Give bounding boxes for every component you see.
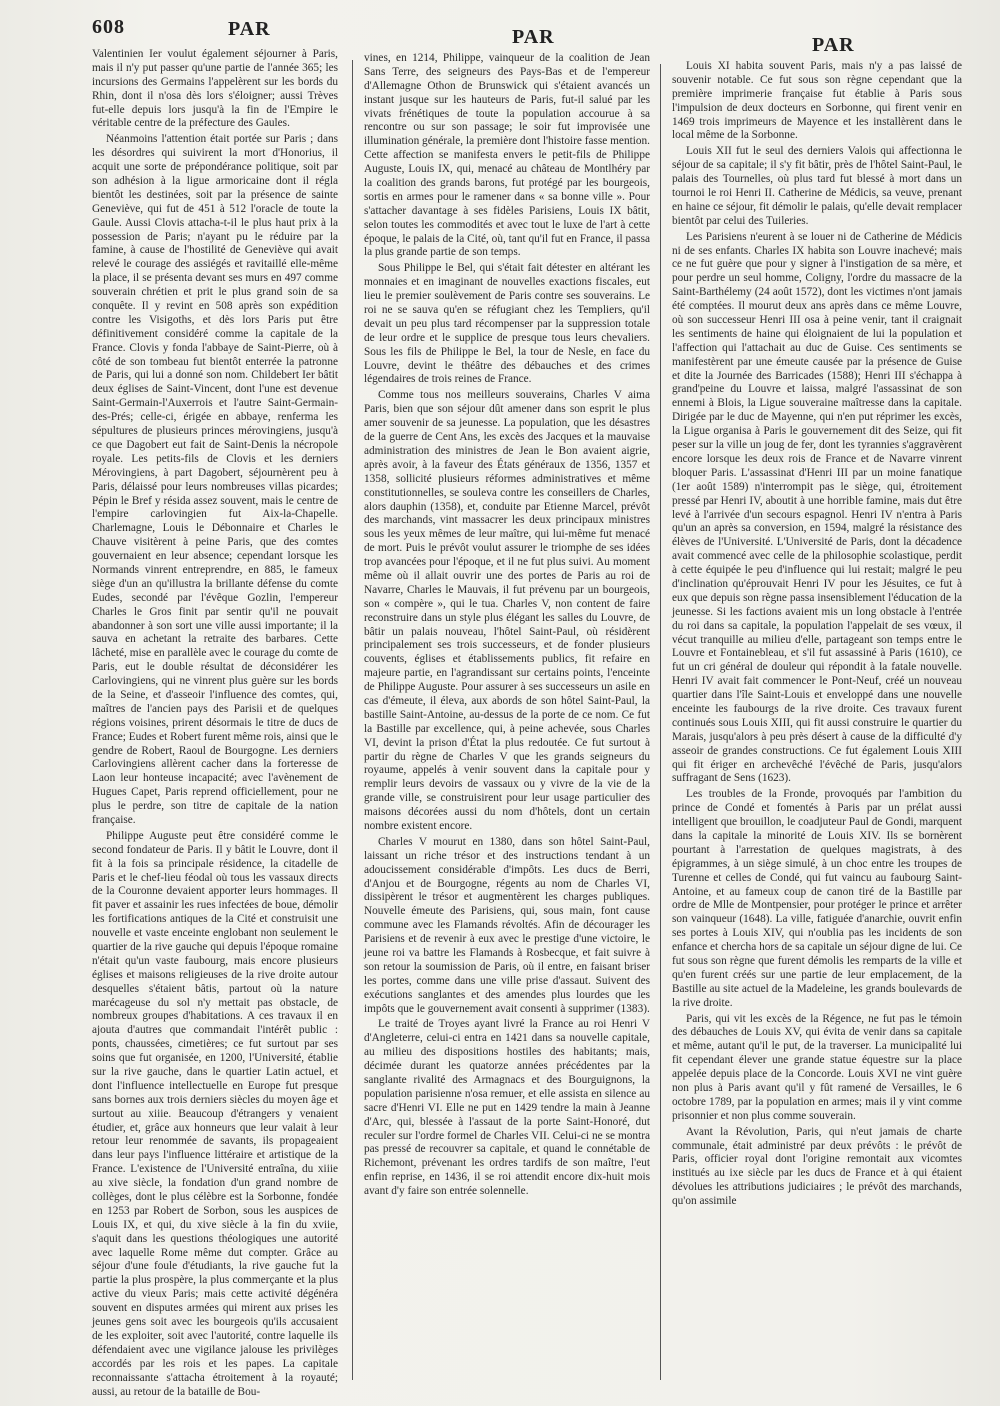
paragraph: Louis XI habita souvent Paris, mais n'y a pas laissé de souvenir notable. Ce fut sous son règne cependant que la première imprimerie française fut établie à Paris sous l'impulsion de deux docteurs en Sorbonne, qui firent venir en 1469 trois imprimeurs de Mayence et les installèrent dans le local même de la Sorbonne. [672,60,962,142]
paragraph: Néanmoins l'attention était portée sur Paris ; dans les désordres qui suivirent la mort d'Honorius, il acquit une sorte de prépondérance politique, soit par son adhésion à la ligue armoricaine dont il régla bientôt les destinées, soit par la présence de sainte Geneviève, qui fut de 451 à 512 l'oracle de toute la Gaule. Aussi Clovis attacha-t-il le plus haut prix à la possession de Paris; n'ayant pu le réduire par la famine, à cause de l'hostilité de Geneviève qui avait relevé le courage des assiégés et ravitaillé elle-même la place, il se présenta devant ses murs en 497 comme souverain chrétien et prit le plus grand soin de sa conquête. Il y revint en 508 après son expédition contre les Visigoths, et dès lors Paris put être définitivement considéré comme la capitale de la France. Clovis y fonda l'abbaye de Saint-Pierre, où à côté de son tombeau fut bientôt enterrée la patronne de Paris, qui lui a donné son nom. Childebert Ier bâtit deux églises de Saint-Vincent, dont l'une est devenue Saint-Germain-l'Auxerrois et l'autre Saint-Germain-des-Prés; celle-ci, érigée en abbaye, renferma les sépultures de plusieurs princes mérovingiens, jusqu'à ce que Dagobert eut fait de Saint-Denis la nécropole royale. Les petits-fils de Clovis et les derniers Mérovingiens, à part Dagobert, séjournèrent peu à Paris, délaissé pour leurs nombreuses villas picardes; Pépin le Bref y résida assez souvent, mais le centre de l'empire carlovingien fut Aix-la-Chapelle. Charlemagne, Louis le Débonnaire et Charles le Chauve visitèrent à peine Paris, que des comtes gouvernaient en leur absence; cependant lorsque les Normands vinrent entreprendre, en 885, le fameux siège d'un an qu'illustra la brillante défense du comte Eudes, secondé par l'évêque Gozlin, l'empereur Charles le Gros finit par sentir qu'il ne pouvait abandonner à son sort une ville aussi importante; il la sauva en achetant la retraite des barbares. Cette lâcheté, mise en parallèle avec le courage du comte de Paris, eut le double résultat de déconsidérer les Carlovingiens, qui ne vinrent plus guère sur les bords de la Seine, et d'asseoir l'influence des comtes, qui, maîtres de l'ancien pays des Parisii et de quelques régions voisines, prirent désormais le titre de ducs de France; Eudes et Robert furent même rois, ainsi que le gendre de Robert, Raoul de Bourgogne. Les derniers Carlovingiens allèrent cacher dans la forteresse de Laon leur honteuse incapacité; avec l'avènement de Hugues Capet, Paris reprend officiellement, pour ne plus le perdre, son titre de capitale de la nation française. [92,133,338,826]
running-head-left: PAR [228,18,271,40]
paragraph: vines, en 1214, Philippe, vainqueur de la coalition de Jean Sans Terre, des seigneurs des Pays-Bas et de l'empereur d'Allemagne Othon de Brunswick qui s'étaient avancés un instant jusque sur les hauteurs de Paris, fut-il salué par les vivats frénétiques de toute la population accourue à sa rencontre ou sur son passage; le soir fut improvisée une illumination générale, la première dont l'histoire fasse mention. Cette affection se manifesta envers le petit-fils de Philippe Auguste, Louis IX, qui, menacé au château de Montlhéry par la coalition des grands barons, fut protégé par les bourgeois, sortis en armes pour le ramener dans « sa bonne ville ». Pour s'attacher davantage à ses fidèles Parisiens, Louis IX bâtit, selon toutes les commodités et avec tout le luxe de l'art à cette époque, le palais de la Cité, où, tant qu'il fut en France, il passa la plus grande partie de son temps. [364,52,650,259]
paragraph: Charles V mourut en 1380, dans son hôtel Saint-Paul, laissant un riche trésor et des instructions tendant à un adoucissement considérable d'impôts. Les ducs de Berri, d'Anjou et de Bourgogne, régents au nom de Charles VI, dissipèrent le trésor et augmentèrent les charges publiques. Nouvelle émeute des Parisiens, qui, sous main, font cause commune avec les Flamands révoltés. Afin de décourager les Parisiens et de revenir à eux avec le prestige d'une victoire, le jeune roi va battre les Flamands à Rosbecque, et fait suivre à son retour la soumission de Paris, où il entre, en faisant briser les portes, comme dans une ville prise d'assaut. Suivent des exécutions sanglantes et des amendes plus lourdes que les impôts que le gouvernement avait consenti à supprimer (1383). [364,835,650,1015]
column-divider [352,60,353,1380]
paragraph: Comme tous nos meilleurs souverains, Charles V aima Paris, bien que son séjour dût amener dans son esprit le plus amer souvenir de sa jeunesse. La population, que les désastres de la guerre de Cent Ans, les excès des Jacques et la mauvaise administration des ministres de Jean le Bon avaient aigrie, après avoir, à la faveur des États généraux de 1356, 1357 et 1358, sollicité plusieurs réformes administratives et même constitutionnelles, se souleva contre les conseillers de Charles, alors dauphin (1358), et, conduite par Etienne Marcel, prévôt des marchands, vint massacrer les deux principaux ministres sous les yeux mêmes de leur maître, qui lui-même fut menacé de mort. Puis le prévôt voulut assurer le triomphe de ses idées trop avancées pour l'époque, et il ne fut plus suivi. Au moment même où il allait ouvrir une des portes de Paris au roi de Navarre, Charles le Mauvais, il fut prévenu par un bourgeois, son « compère », qui le tua. Charles V, non content de faire reconstruire dans un style plus élégant les salles du Louvre, de bâtir un palais nouveau, l'hôtel Saint-Paul, où résidèrent principalement ses trois successeurs, et de fonder plusieurs couvents, églises et établissements publics, fit refaire en majeure partie, en l'agrandissant sur certains points, l'enceinte de Philippe Auguste. Pour assurer à ses successeurs un asile en cas d'émeute, il éleva, aux abords de son hôtel Saint-Paul, la bastille Saint-Antoine, au-dessus de la porte de ce nom. Ce fut la Bastille par excellence, qui, à peine achevée, sous Charles VI, devint la prison d'État la plus redoutée. Ce fut surtout à partir du règne de Charles V que les grands seigneurs du royaume, appelés à venir souvent dans la capitale pour y remplir leurs devoirs de vassaux ou y vivre de la vie de la grande ville, se construisirent pour leur usage particulier des maisons décorées aussi du nom d'hôtels, dont un certain nombre existent encore. [364,389,650,832]
column-divider [660,64,661,1380]
paragraph: Les Parisiens n'eurent à se louer ni de Catherine de Médicis ni de ses enfants. Charles IX habita son Louvre inachevé; mais ce ne fut guère que pour y signer à l'instigation de sa mère, et pour perdre un seul homme, Coligny, l'ordre du massacre de la Saint-Barthélemy (24 août 1572), dont les victimes n'ont jamais été comptées. Il mourut deux ans après dans ce même Louvre, où son successeur Henri III osa à peine venir, tant il craignait les sentiments de haine qui éloignaient de lui la population et l'affection qui l'attachait au duc de Guise. Ces sentiments se manifestèrent par une émeute causée par la présence de Guise et dite la Journée des Barricades (1588); Henri III s'échappa à grand'peine du Louvre et laissa, malgré l'assassinat de son ennemi à Blois, la Ligue souveraine maîtresse dans la capitale. Dirigée par le duc de Mayenne, qui n'en put réprimer les excès, la Ligue organisa à Paris le gouvernement dit des Seize, qui fit peser sur la ville un joug de fer, dont les tyrannies s'aggravèrent encore lorsque les deux rois de France et de Navarre vinrent bloquer Paris. L'assassinat d'Henri III par un moine fanatique (1er août 1589) n'interrompit pas le siège, qui, étroitement pressé par Henri IV, aboutit à une horrible famine, mais dut être levé à l'arrivée d'un secours espagnol. Henri IV n'entra à Paris qu'un an après sa conversion, en 1594, malgré la résistance des élèves de l'Université. L'Université de Paris, dont la décadence avait commencé avec celle de la philosophie scolastique, perdit à cette équipée le peu d'influence qui lui restait; malgré le peu d'inclination qu'éprouvait Henri IV pour les Jésuites, ce fut à eux que depuis son règne passa insensiblement l'éducation de la jeunesse. Si les factions avaient mis un long obstacle à l'entrée du roi dans sa capitale, la population l'appelait de ses vœux, il vécut tranquille au milieu d'elle, partageant son temps entre le Louvre et Fontainebleau, et s'il fut assassiné à Paris (1610), ce fut un cri général de douleur qui répondit à la fatale nouvelle. Henri IV avait fait commencer le Pont-Neuf, créé un nouveau quartier dans l'île Saint-Louis et enveloppé dans une nouvelle enceinte les faubourgs de la rive droite. Ces travaux furent continués sous Louis XIII, qui fit aussi construire le quartier du Marais, jusqu'alors à peu près désert à cause de la difficulté d'y asseoir de grandes constructions. Ce fut également Louis XIII qui fit ériger en archevêché l'évêché de Paris, jusqu'alors suffragant de Sens (1623). [672,230,962,785]
paragraph: Philippe Auguste peut être considéré comme le second fondateur de Paris. Il y bâtit le Louvre, dont il fit à la fois sa principale résidence, la citadelle de Paris et le chef-lieu féodal où tous les vassaux directs de la Couronne devaient apporter leurs hommages. Il fit paver et assainir les rues infectées de boue, démolir les fortifications antiques de la Cité et construisit une nouvelle et vaste enceinte englobant non seulement le quartier de la rive gauche qui depuis l'époque romaine n'était qu'un vaste faubourg, mais encore plusieurs églises et maisons religieuses de la rive droite autour desquelles s'étaient bâtis, partout où la nature marécageuse du sol n'y mettait pas obstacle, de nombreux groupes d'habitations. A ces travaux il en ajouta d'autres que commandait l'intérêt public : ponts, chaussées, cimetières; ce fut surtout par ses soins que fut organisée, en 1200, l'Université, établie sur la rive gauche, dans le quartier Latin actuel, et dont l'influence intellectuelle en Europe fut presque sans bornes aux trois derniers siècles du moyen âge et surtout au xiiie. Beaucoup d'étrangers y venaient étudier, et, grâce aux honneurs que leur valait à leur retour leur renommée de savants, ils propageaient dans leur pays l'influence littéraire et artistique de la France. L'existence de l'Université entraîna, du xiiie au xive siècle, la fondation d'un grand nombre de collèges, dont le plus célèbre est la Sorbonne, fondée en 1253 par Robert de Sorbon, sous les auspices de Louis IX, et qui, du xive siècle à la fin du xviie, s'aquit dans les questions théologiques une autorité avec laquelle Rome même dut compter. Grâce au séjour d'une foule d'étudiants, la rive gauche fut la partie la plus prospère, la plus commerçante et la plus active du vieux Paris; mais cette activité dégénéra souvent en disputes armées qui mirent aux prises les jeunes gens soit avec les bourgeois qu'ils accusaient de les exploiter, soit avec l'autorité, contre laquelle ils défendaient avec une vigilance jalouse les privilèges accordés par les rois et les papes. La capitale reconnaissante s'attacha étroitement à la royauté; aussi, au retour de la bataille de Bou- [92,829,338,1398]
text-column-left [92,48,338,1398]
paragraph: Les troubles de la Fronde, provoqués par l'ambition du prince de Condé et fomentés à Paris par un prélat aussi intelligent que brouillon, le coadjuteur Paul de Gondi, marquent dans la capitale la minorité de Louis XIV. Ils se bornèrent pourtant à l'arrestation de quelques magistrats, à des épigrammes, à un siège simulé, à un choc entre les troupes de Turenne et celles de Condé, qui fut vaincu au faubourg Saint-Antoine, et au fameux coup de canon tiré de la Bastille par ordre de Mlle de Montpensier, pour protéger le prince et arrêter son vainqueur (1648). La ville, fatiguée d'anarchie, ouvrit enfin ses portes à Louis XIV, qui n'oublia pas les incidents de son enfance et chercha hors de sa capitale un séjour digne de lui. Ce fut sous son règne que furent démolis les remparts de la ville et qu'en furent créés sur une partie de leur emplacement, de la Bastille au site actuel de la Madeleine, les grands boulevards de la rive droite. [672,788,962,1009]
text-column-right [672,60,962,1386]
paragraph: Le traité de Troyes ayant livré la France au roi Henri V d'Angleterre, celui-ci entra en 1421 dans sa nouvelle capitale, au milieu des dispositions hostiles des habitants; mais, décimée durant les quatorze années précédentes par la sanglante rivalité des Armagnacs et des Bourguignons, la population parisienne n'osa remuer, et elle assista en silence au sacre d'Henri VI. Elle ne put en 1429 tendre la main à Jeanne d'Arc, qui, blessée à l'assaut de la porte Saint-Honoré, dut reculer sur l'ordre formel de Charles VII. Celui-ci ne se montra pas pressé de recouvrer sa capitale, et quand le connétable de Richemont, prévenant les ordres tardifs de son maître, l'eut enfin reprise, en 1436, il se roi attendit encore dix-huit mois avant d'y faire son entrée solennelle. [364,1018,650,1198]
running-head-center: PAR [512,26,555,48]
page-number: 608 [92,16,125,38]
paragraph: Valentinien Ier voulut également séjourner à Paris, mais il n'y put passer qu'une partie de l'année 365; les incursions des Germains l'appelèrent sur les bords du Rhin, dont il n'osa dès lors s'éloigner; aussi Trèves fut-elle depuis lors jusqu'à la fin de l'Empire le véritable centre de la préfecture des Gaules. [92,48,338,130]
paragraph: Sous Philippe le Bel, qui s'était fait détester en altérant les monnaies et en imaginant de nouvelles exactions fiscales, eut lieu le premier soulèvement de Paris contre ses souverains. Le roi ne se sauva qu'en se réfugiant chez les Templiers, qu'il devait un peu plus tard récompenser par la suppression totale de leur ordre et le supplice de presque tous leurs chevaliers. Sous les fils de Philippe le Bel, la tour de Nesle, en face du Louvre, devint le théâtre des débauches et des crimes légendaires de trois reines de France. [364,262,650,386]
paragraph: Paris, qui vit les excès de la Régence, ne fut pas le témoin des débauches de Louis XV, qui évita de venir dans sa capitale et même, autant qu'il le put, de la traverser. La municipalité lui fit cependant élever une grande statue équestre sur la place appelée depuis place de la Concorde. Louis XVI ne vint guère non plus à Paris avant qu'il y fût ramené de Versailles, le 6 octobre 1789, par la population en armes; mais il y vint comme prisonnier et non plus comme souverain. [672,1012,962,1122]
text-column-center [364,52,650,1386]
paragraph: Avant la Révolution, Paris, qui n'eut jamais de charte communale, était administré par deux prévôts : le prévôt de Paris, officier royal dont l'origine remontait aux vicomtes institués au ixe siècle par les ducs de France et à qui étaient dévolues les attributions judiciaires ; le prévôt des marchands, qu'on assimile [672,1125,962,1208]
running-head-right: PAR [812,34,855,56]
paragraph: Louis XII fut le seul des derniers Valois qui affectionna le séjour de sa capitale; il s'y fit bâtir, près de l'hôtel Saint-Paul, le palais des Tournelles, où plus tard fut blessé à mort dans un tournoi le roi Henri II. Catherine de Médicis, sa veuve, prenant en haine ce séjour, fit démolir le palais, qu'elle devait remplacer bientôt par celui des Tuileries. [672,145,962,227]
